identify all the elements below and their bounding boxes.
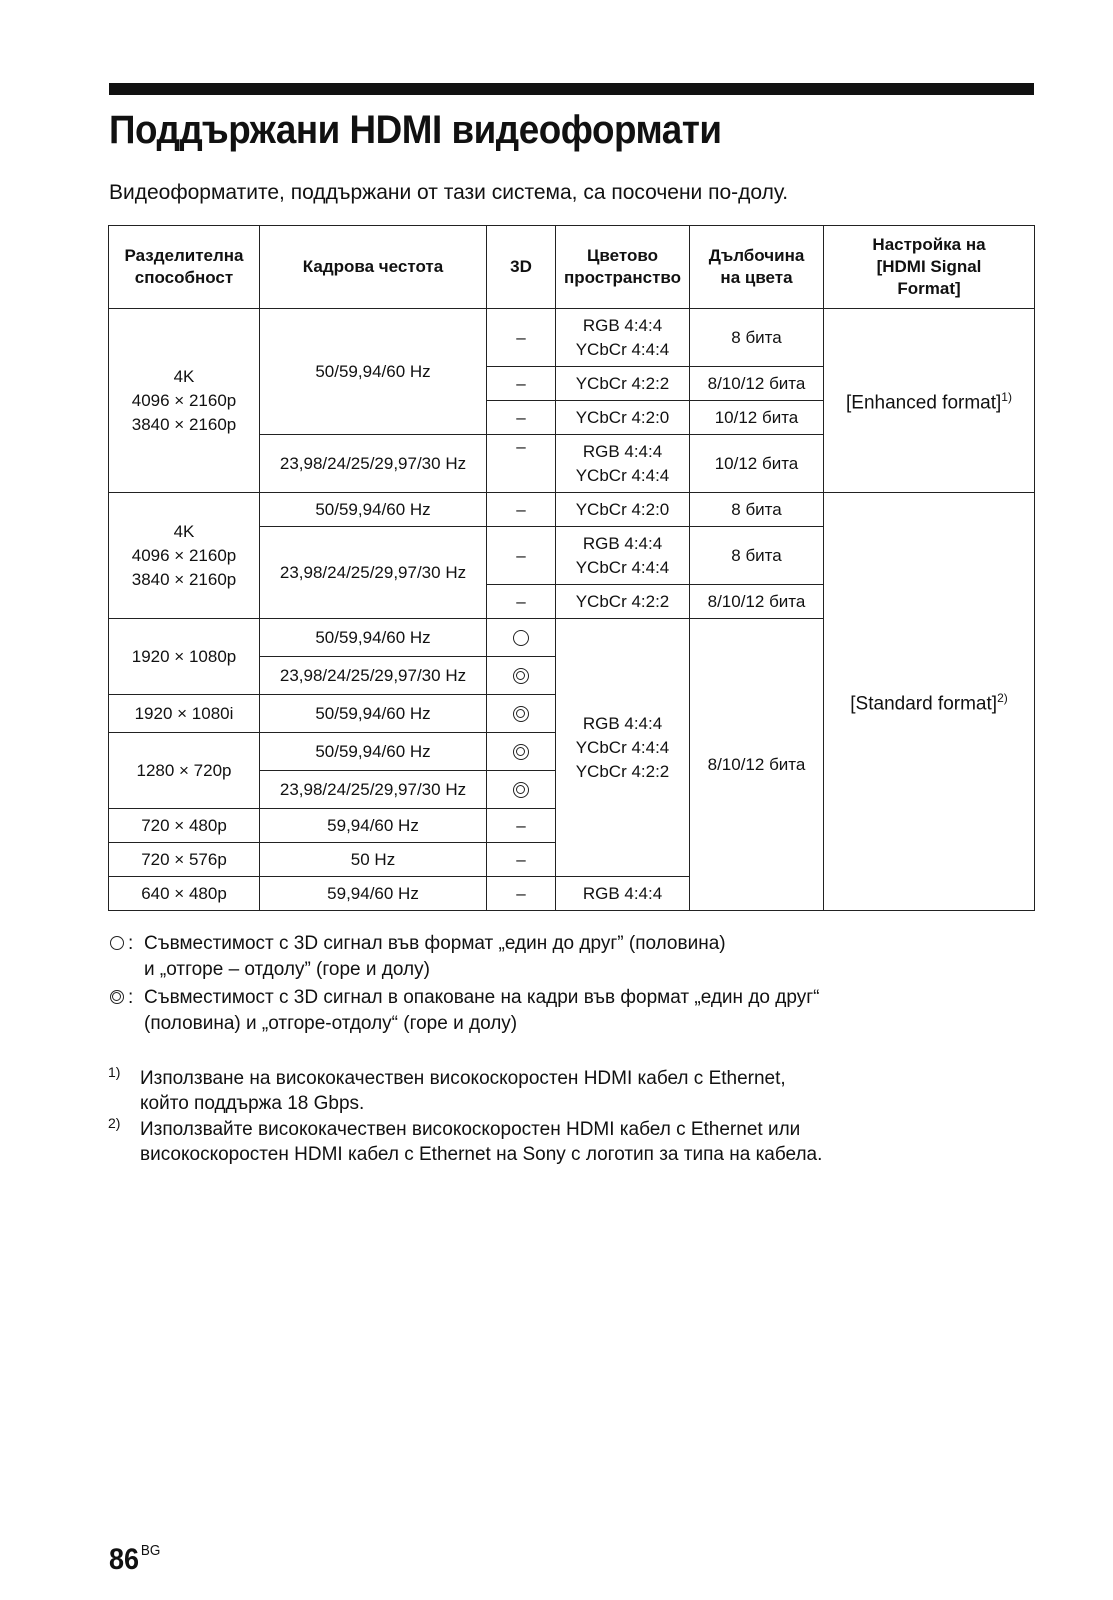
3d-frame-packing-icon bbox=[513, 706, 529, 722]
color-space-cell: RGB 4:4:4 YCbCr 4:4:4 bbox=[556, 309, 690, 367]
color-depth-cell: 8/10/12 бита bbox=[690, 619, 824, 911]
frame-rate-cell: 59,94/60 Hz bbox=[260, 877, 487, 911]
color-depth-cell: 8/10/12 бита bbox=[690, 367, 824, 401]
intro-text: Видеоформатите, поддържани от тази система, са посочени по-долу. bbox=[109, 181, 789, 204]
color-depth-cell: 8/10/12 бита bbox=[690, 585, 824, 619]
3d-cell bbox=[487, 619, 556, 657]
table-row bbox=[109, 493, 1035, 527]
resolution-cell: 4K 4096 × 2160p 3840 × 2160p bbox=[109, 309, 260, 493]
header-setting: Настройка на [HDMI Signal Format] bbox=[824, 226, 1035, 309]
frame-rate-cell: 50/59,94/60 Hz bbox=[260, 493, 487, 527]
header-resolution: Разделителна способност bbox=[109, 226, 260, 309]
3d-cell bbox=[487, 657, 556, 695]
footnote-text: Използване на висококачествен високоскоростен HDMI кабел с Ethernet, който поддържа 18 Gbps. bbox=[140, 1068, 786, 1114]
color-space-cell: YCbCr 4:2:2 bbox=[556, 367, 690, 401]
header-color-depth: Дълбочина на цвета bbox=[690, 226, 824, 309]
setting-label: [Enhanced format] bbox=[846, 392, 1002, 414]
3d-frame-packing-icon bbox=[513, 744, 529, 760]
3d-cell bbox=[487, 733, 556, 771]
footnote-ref: 1) bbox=[1001, 390, 1012, 405]
resolution-cell: 4K 4096 × 2160p 3840 × 2160p bbox=[109, 493, 260, 619]
color-space-cell: YCbCr 4:2:2 bbox=[556, 585, 690, 619]
3d-cell: – bbox=[487, 435, 556, 493]
color-space-cell: RGB 4:4:4 YCbCr 4:4:4 bbox=[556, 435, 690, 493]
frame-rate-cell: 50/59,94/60 Hz bbox=[260, 733, 487, 771]
3d-compatible-icon bbox=[513, 630, 529, 646]
frame-rate-cell: 23,98/24/25/29,97/30 Hz bbox=[260, 527, 487, 619]
resolution-cell: 1920 × 1080p bbox=[109, 619, 260, 695]
frame-rate-cell: 50/59,94/60 Hz bbox=[260, 309, 487, 435]
3d-frame-packing-icon bbox=[513, 782, 529, 798]
top-rule bbox=[109, 83, 1034, 95]
color-depth-cell: 8 бита bbox=[690, 309, 824, 367]
color-space-cell: RGB 4:4:4 YCbCr 4:4:4 bbox=[556, 527, 690, 585]
3d-cell: – bbox=[487, 367, 556, 401]
legend-double-text: Съвместимост с 3D сигнал в опаковане на кадри във формат „един до друг“ (половина) и „отгоре-отдолу“ (горе и долу) bbox=[144, 987, 820, 1034]
resolution-cell: 720 × 576p bbox=[109, 843, 260, 877]
frame-rate-cell: 23,98/24/25/29,97/30 Hz bbox=[260, 771, 487, 809]
3d-cell: – bbox=[487, 843, 556, 877]
3d-compatible-icon bbox=[110, 936, 124, 950]
header-color-space: Цветово пространство bbox=[556, 226, 690, 309]
legend-single-text: Съвместимост с 3D сигнал във формат „един до друг” (половина) и „отгоре – отдолу” (горе и долу) bbox=[144, 933, 726, 980]
header-3d: 3D bbox=[487, 226, 556, 309]
hdmi-formats-table bbox=[108, 225, 1035, 911]
3d-cell: – bbox=[487, 877, 556, 911]
3d-cell: – bbox=[487, 809, 556, 843]
frame-rate-cell: 50 Hz bbox=[260, 843, 487, 877]
resolution-cell: 720 × 480p bbox=[109, 809, 260, 843]
3d-frame-packing-icon bbox=[110, 990, 124, 1004]
3d-cell bbox=[487, 695, 556, 733]
table-header-row bbox=[109, 226, 1035, 309]
setting-cell-enhanced bbox=[824, 309, 1035, 493]
frame-rate-cell: 50/59,94/60 Hz bbox=[260, 695, 487, 733]
frame-rate-cell: 23,98/24/25/29,97/30 Hz bbox=[260, 657, 487, 695]
frame-rate-cell: 59,94/60 Hz bbox=[260, 809, 487, 843]
resolution-cell: 640 × 480p bbox=[109, 877, 260, 911]
3d-cell: – bbox=[487, 309, 556, 367]
3d-cell bbox=[487, 771, 556, 809]
page-number-value: 86 bbox=[109, 1543, 140, 1576]
color-depth-cell: 10/12 бита bbox=[690, 435, 824, 493]
color-space-cell: RGB 4:4:4 bbox=[556, 877, 690, 911]
setting-cell-standard bbox=[824, 493, 1035, 911]
page-number bbox=[109, 1534, 160, 1577]
setting-label: [Standard format] bbox=[850, 693, 998, 715]
page-title: Поддържани HDMI видеоформати bbox=[109, 108, 722, 152]
resolution-cell: 1920 × 1080i bbox=[109, 695, 260, 733]
resolution-cell: 1280 × 720p bbox=[109, 733, 260, 809]
footnote-text: Използвайте висококачествен високоскоростен HDMI кабел с Ethernet или високоскоростен HDMI кабел с Ethernet на Sony с логотип за типа на кабела. bbox=[140, 1119, 823, 1165]
table-row bbox=[109, 309, 1035, 367]
3d-cell: – bbox=[487, 585, 556, 619]
frame-rate-cell: 50/59,94/60 Hz bbox=[260, 619, 487, 657]
color-space-cell: YCbCr 4:2:0 bbox=[556, 401, 690, 435]
color-space-cell: YCbCr 4:2:0 bbox=[556, 493, 690, 527]
color-depth-cell: 8 бита bbox=[690, 493, 824, 527]
legend-double: : Съвместимост с 3D сигнал в опаковане на кадри във формат „един до друг“ (половина) и „отгоре-отдолу“ (горе и долу) bbox=[110, 985, 1040, 1039]
3d-cell: – bbox=[487, 527, 556, 585]
legend-single: : Съвместимост с 3D сигнал във формат „един до друг” (половина) и „отгоре – отдолу” (горе и долу) bbox=[110, 931, 1040, 985]
header-frame-rate: Кадрова честота bbox=[260, 226, 487, 309]
color-depth-cell: 10/12 бита bbox=[690, 401, 824, 435]
color-space-cell: RGB 4:4:4 YCbCr 4:4:4 YCbCr 4:2:2 bbox=[556, 619, 690, 877]
3d-cell: – bbox=[487, 493, 556, 527]
page-language-code: BG bbox=[140, 1542, 161, 1559]
3d-cell: – bbox=[487, 401, 556, 435]
footnote-ref: 2) bbox=[997, 691, 1008, 706]
color-depth-cell: 8 бита bbox=[690, 527, 824, 585]
footnote-mark: 1) bbox=[108, 1064, 121, 1080]
footnote-mark: 2) bbox=[108, 1115, 121, 1131]
frame-rate-cell: 23,98/24/25/29,97/30 Hz bbox=[260, 435, 487, 493]
3d-frame-packing-icon bbox=[513, 668, 529, 684]
